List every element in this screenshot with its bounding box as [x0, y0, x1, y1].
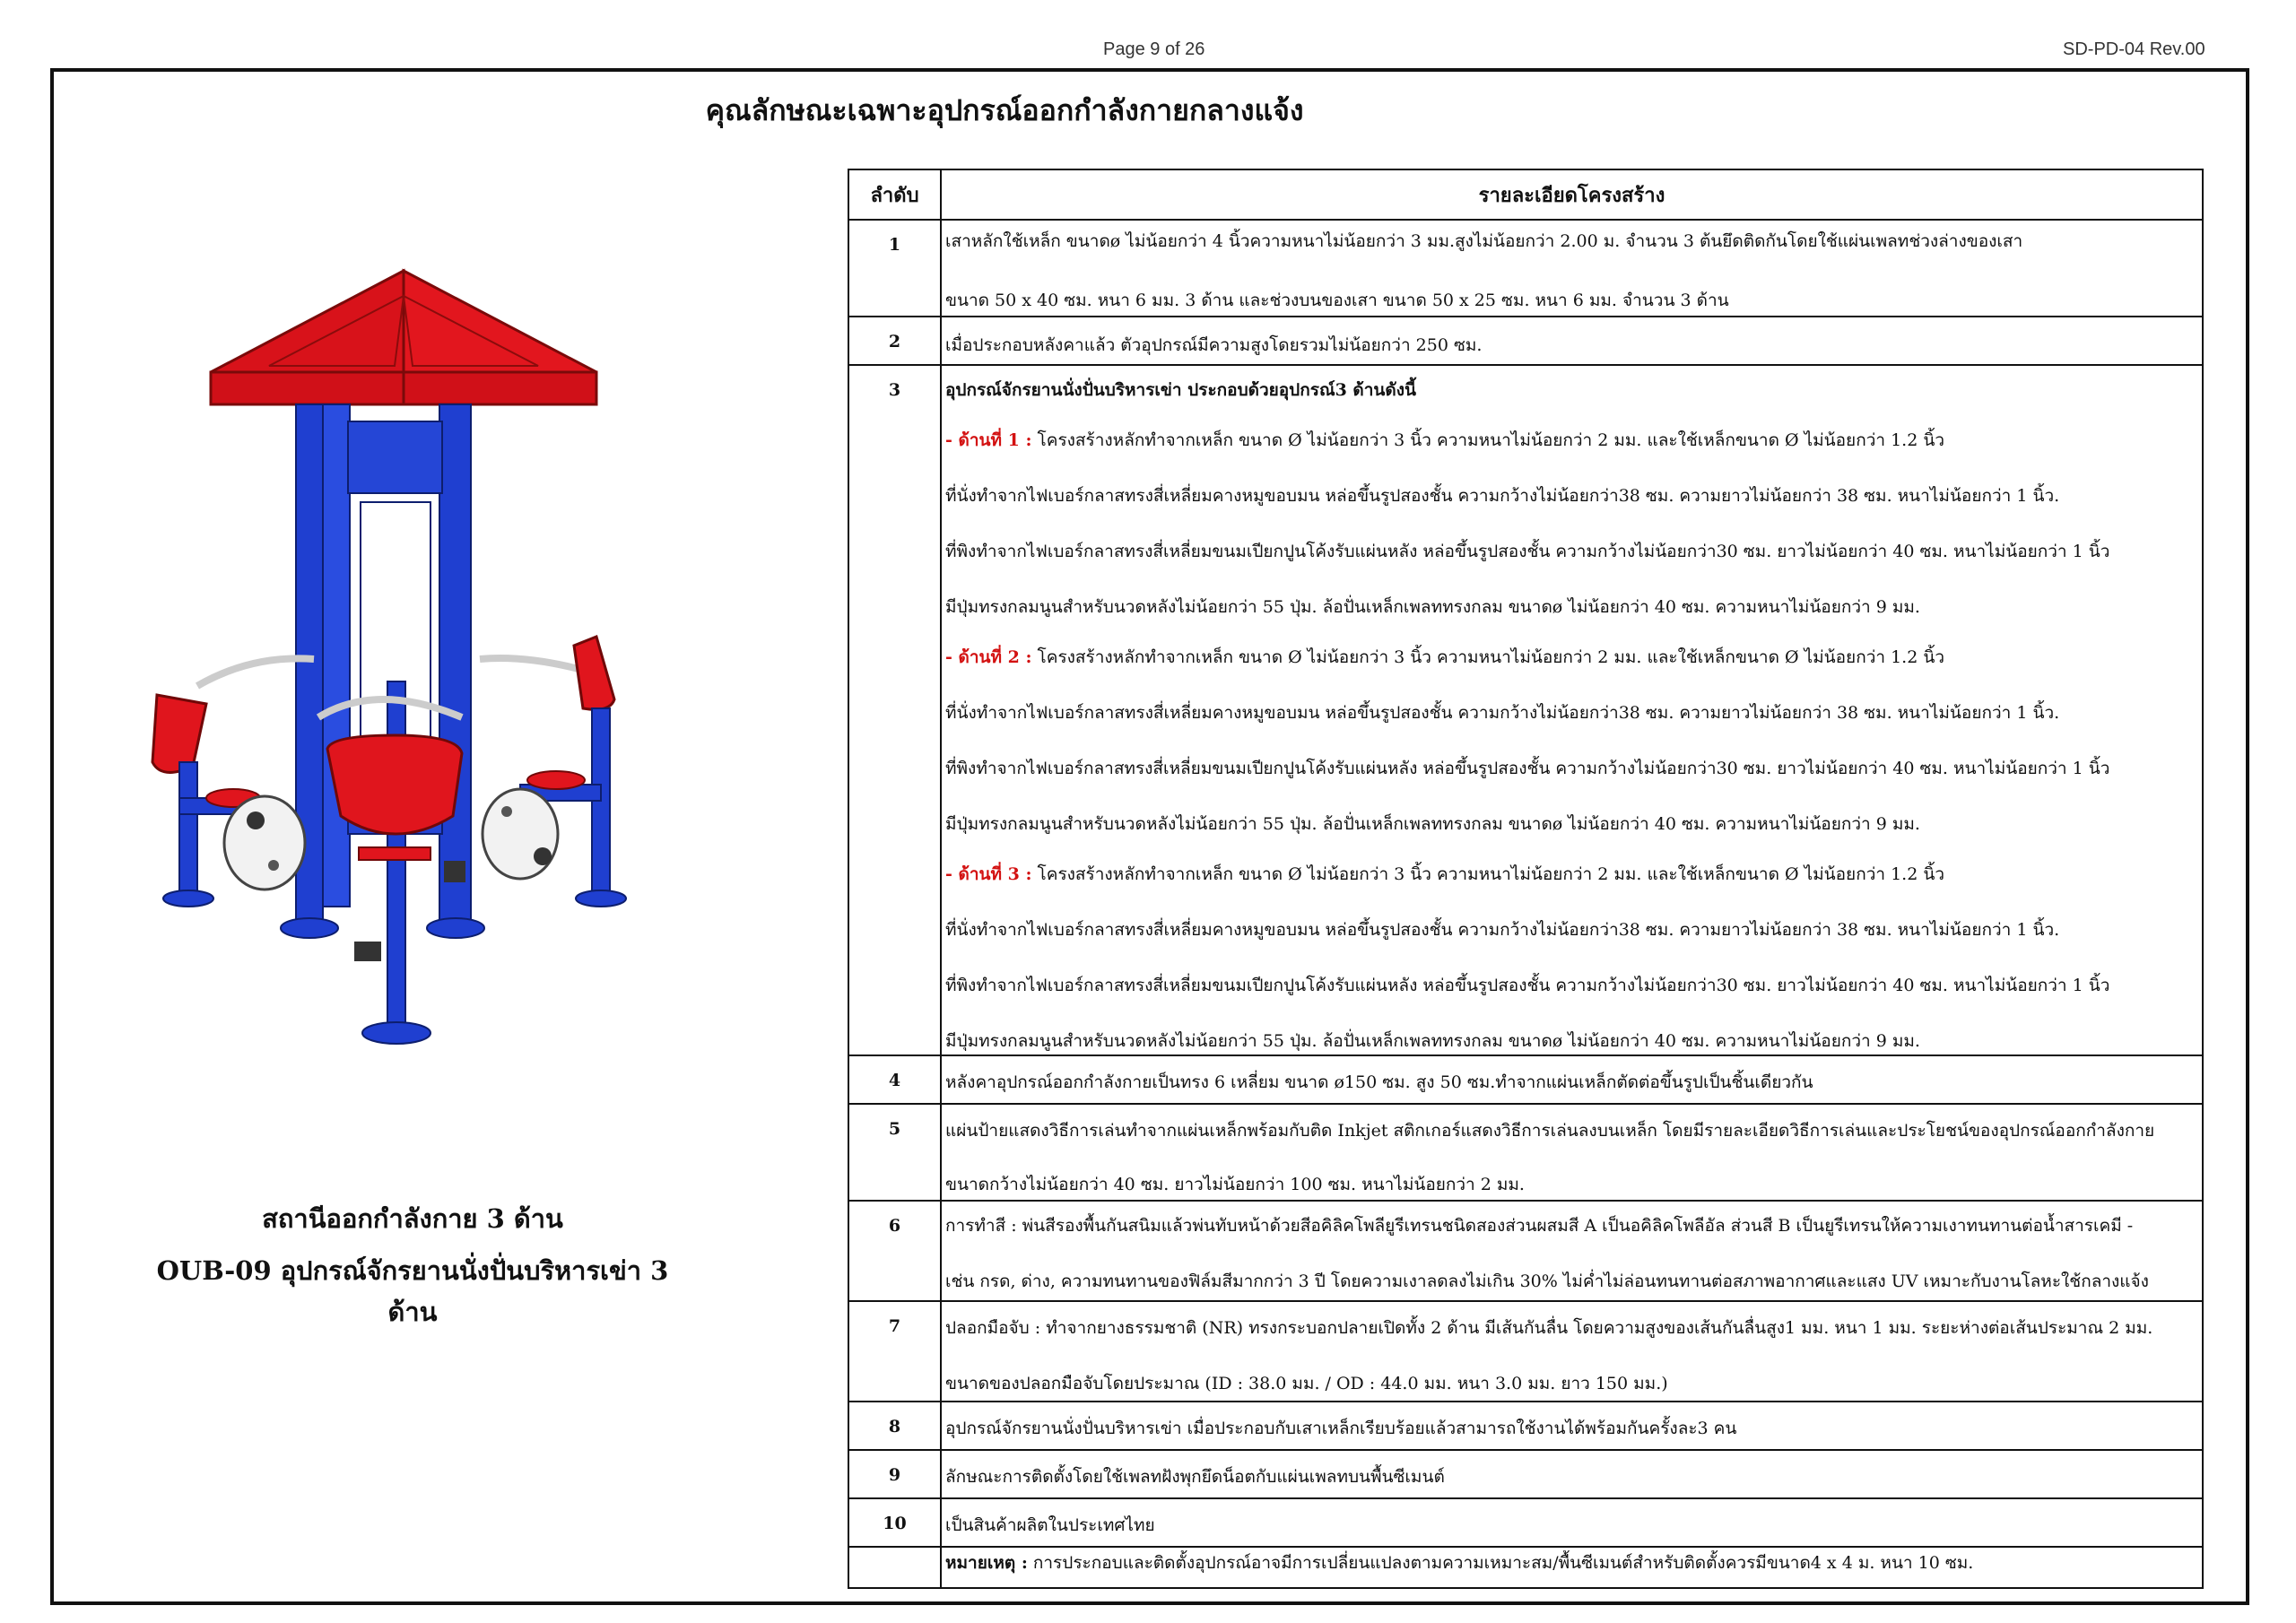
row-description: เสาหลักใช้เหล็ก ขนาดø ไม่น้อยกว่า 4 นิ้วความหนาไม่น้อยกว่า 3 มม.สูงไม่น้อยกว่า 2.00 ม. จำนวน 3 ต้นยึดติดกันโดยใช้แผ่นเพลทช่วงล่างของเสา ขนาด 50 x 40 ซม. หนา 6 มม. 3 ด้าน และช่วงบนของเสา ขนาด 50 x 25 ซม. หนา 6 มม. จำนวน 3 ด้าน — [941, 220, 2203, 317]
row-description: การทำสี : พ่นสีรองพื้นกันสนิมแล้วพ่นทับหน้าด้วยสีอคิลิคโพลียูรีเทรนชนิดสองส่วนผสมสี A เป็นอคิลิคโพลีอัล ส่วนสี B เป็นยูรีเทรนให้ความเงาทนทานต่อน้ำสารเคมี - เช่น กรด, ด่าง, ความทนทานของฟิล์มสีมากกว่า 3 ปี โดยความเงาลดลงไม่เกิน 30% ไม่ค่ำไม่ล่อนทนทานต่อสภาพอากาศและแสง UV เหมาะกับงานโลหะใช้กลางแจ้ง — [941, 1201, 2203, 1301]
table-row — [848, 1301, 2203, 1402]
row-description: ลักษณะการติดตั้งโดยใช้เพลทฝังพุกยึดน็อตกับแผ่นเพลทบนพื้นซีเมนต์ — [941, 1450, 2203, 1498]
table-row — [848, 1055, 2203, 1104]
table-row — [848, 317, 2203, 365]
table-header-row — [848, 169, 2203, 220]
row-number: 10 — [848, 1498, 941, 1547]
page-title: คุณลักษณะเฉพาะอุปกรณ์ออกกำลังกายกลางแจ้ง — [705, 93, 1304, 127]
table-row — [848, 1104, 2203, 1201]
column-header-no: ลำดับ — [848, 169, 941, 220]
row-number: 4 — [848, 1055, 941, 1104]
table-note-row — [848, 1547, 2203, 1588]
row-number: 6 — [848, 1201, 941, 1301]
column-header-description: รายละเอียดโครงสร้าง — [941, 169, 2203, 220]
document-code: SD-PD-04 Rev.00 — [2063, 39, 2205, 59]
caption-station-type: สถานีออกกำลังกาย 3 ด้าน — [262, 1203, 563, 1234]
row-description: ปลอกมือจับ : ทำจากยางธรรมชาติ (NR) ทรงกระบอกปลายเปิดทั้ง 2 ด้าน มีเส้นกันลื่น โดยความสูงของเส้นกันลื่นสูง1 มม. หนา 1 มม. ระยะห่างต่อเส้นประมาณ 2 มม. ขนาดของปลอกมือจับโดยประมาณ (ID : 38.0 มม. / OD : 44.0 มม. หนา 3.0 มม. ยาว 150 มม.) — [941, 1301, 2203, 1402]
row-number: 5 — [848, 1104, 941, 1201]
row-description: อุปกรณ์จักรยานนั่งปั่นบริหารเข่า ประกอบด้วยอุปกรณ์3 ด้านดังนี้ - ด้านที่ 1 : โครงสร้างหลักทำจากเหล็ก ขนาด Ø ไม่น้อยกว่า 3 นิ้ว ความหนาไม่น้อยกว่า 2 มม. และใช้เหล็กขนาด Ø ไม่น้อยกว่า 1.2 นิ้ว ที่นั่งทำจากไฟเบอร์กลาสทรงสี่เหลี่ยมคางหมูขอบมน หล่อขึ้นรูปสองชั้น ความกว้างไม่น้อยกว่า38 ซม. ความยาวไม่น้อยกว่า 38 ซม. หนาไม่น้อยกว่า 1 นิ้ว. ที่พิงทำจากไฟเบอร์กลาสทรงสี่เหลี่ยมขนมเปียกปูนโค้งรับแผ่นหลัง หล่อขึ้นรูปสองชั้น ความกว้างไม่น้อยกว่า30 ซม. ยาวไม่น้อยกว่า 40 ซม. หนาไม่น้อยกว่า 1 นิ้ว มีปุ่มทรงกลมนูนสำหรับนวดหลังไม่น้อยกว่า 55 ปุ่ม. ล้อปั่นเหล็กเพลททรงกลม ขนาดø ไม่น้อยกว่า 40 ซม. ความหนาไม่น้อยกว่า 9 มม. - ด้านที่ 2 : โครงสร้างหลักทำจากเหล็ก ขนาด Ø ไม่น้อยกว่า 3 นิ้ว ความหนาไม่น้อยกว่า 2 มม. และใช้เหล็กขนาด Ø ไม่น้อยกว่า 1.2 นิ้ว ที่นั่งทำจากไฟเบอร์กลาสทรงสี่เหลี่ยมคางหมูขอบมน หล่อขึ้นรูปสองชั้น ความกว้างไม่น้อยกว่า38 ซม. ความยาวไม่น้อยกว่า 38 ซม. หนาไม่น้อยกว่า 1 นิ้ว. ที่พิงทำจากไฟเบอร์กลาสทรงสี่เหลี่ยมขนมเปียกปูนโค้งรับแผ่นหลัง หล่อขึ้นรูปสองชั้น ความกว้างไม่น้อยกว่า30 ซม. ยาวไม่น้อยกว่า 40 ซม. หนาไม่น้อยกว่า 1 นิ้ว มีปุ่มทรงกลมนูนสำหรับนวดหลังไม่น้อยกว่า 55 ปุ่ม. ล้อปั่นเหล็กเพลททรงกลม ขนาดø ไม่น้อยกว่า 40 ซม. ความหนาไม่น้อยกว่า 9 มม. - ด้านที่ 3 : โครงสร้างหลักทำจากเหล็ก ขนาด Ø ไม่น้อยกว่า 3 นิ้ว ความหนาไม่น้อยกว่า 2 มม. และใช้เหล็กขนาด Ø ไม่น้อยกว่า 1.2 นิ้ว ที่นั่งทำจากไฟเบอร์กลาสทรงสี่เหลี่ยมคางหมูขอบมน หล่อขึ้นรูปสองชั้น ความกว้างไม่น้อยกว่า38 ซม. ความยาวไม่น้อยกว่า 38 ซม. หนาไม่น้อยกว่า 1 นิ้ว. ที่พิงทำจากไฟเบอร์กลาสทรงสี่เหลี่ยมขนมเปียกปูนโค้งรับแผ่นหลัง หล่อขึ้นรูปสองชั้น ความกว้างไม่น้อยกว่า30 ซม. ยาวไม่น้อยกว่า 40 ซม. หนาไม่น้อยกว่า 1 นิ้ว มีปุ่มทรงกลมนูนสำหรับนวดหลังไม่น้อยกว่า 55 ปุ่ม. ล้อปั่นเหล็กเพลททรงกลม ขนาดø ไม่น้อยกว่า 40 ซม. ความหนาไม่น้อยกว่า 9 มม. — [941, 365, 2203, 1055]
row-number: 1 — [848, 220, 941, 317]
equipment-illustration — [126, 260, 700, 1067]
table-row — [848, 1201, 2203, 1301]
note-text: หมายเหตุ : การประกอบและติดตั้งอุปกรณ์อาจมีการเปลี่ยนแปลงตามความเหมาะสม/พื้นซีเมนต์สำหรับติดตั้งควรมีขนาด4 x 4 ม. หนา 10 ซม. — [941, 1547, 2203, 1588]
row-number: 9 — [848, 1450, 941, 1498]
row-description: เป็นสินค้าผลิตในประเทศไทย — [941, 1498, 2203, 1547]
row-description: เมื่อประกอบหลังคาแล้ว ตัวอุปกรณ์มีความสูงโดยรวมไม่น้อยกว่า 250 ซม. — [941, 317, 2203, 365]
note-number-cell — [848, 1547, 941, 1588]
row-number: 7 — [848, 1301, 941, 1402]
table-row — [848, 365, 2203, 1055]
table-row — [848, 1402, 2203, 1450]
row-number: 3 — [848, 365, 941, 1055]
row-description: อุปกรณ์จักรยานนั่งปั่นบริหารเข่า เมื่อประกอบกับเสาเหล็กเรียบร้อยแล้วสามารถใช้งานได้พร้อมกันครั้งละ3 คน — [941, 1402, 2203, 1450]
row-description: แผ่นป้ายแสดงวิธีการเล่นทำจากแผ่นเหล็กพร้อมกับติด Inkjet สติกเกอร์แสดงวิธีการเล่นลงบนเหล็ก โดยมีรายละเอียดวิธีการเล่นและประโยชน์ของอุปกรณ์ออกกำลังกาย ขนาดกว้างไม่น้อยกว่า 40 ซม. ยาวไม่น้อยกว่า 100 ซม. หนาไม่น้อยกว่า 2 มม. — [941, 1104, 2203, 1201]
row-number: 2 — [848, 317, 941, 365]
table-row — [848, 1450, 2203, 1498]
caption-product-name: OUB-09 อุปกรณ์จักรยานนั่งปั่นบริหารเข่า 3 ด้าน — [156, 1255, 669, 1327]
table-row — [848, 220, 2203, 317]
page-number: Page 9 of 26 — [1103, 39, 1205, 59]
row-number: 8 — [848, 1402, 941, 1450]
table-row — [848, 1498, 2203, 1547]
row-description: หลังคาอุปกรณ์ออกกำลังกายเป็นทรง 6 เหลี่ยม ขนาด ø150 ซม. สูง 50 ซม.ทำจากแผ่นเหล็กตัดต่อขึ้นรูปเป็นชิ้นเดียวกัน — [941, 1055, 2203, 1104]
spec-table — [848, 169, 2204, 1589]
